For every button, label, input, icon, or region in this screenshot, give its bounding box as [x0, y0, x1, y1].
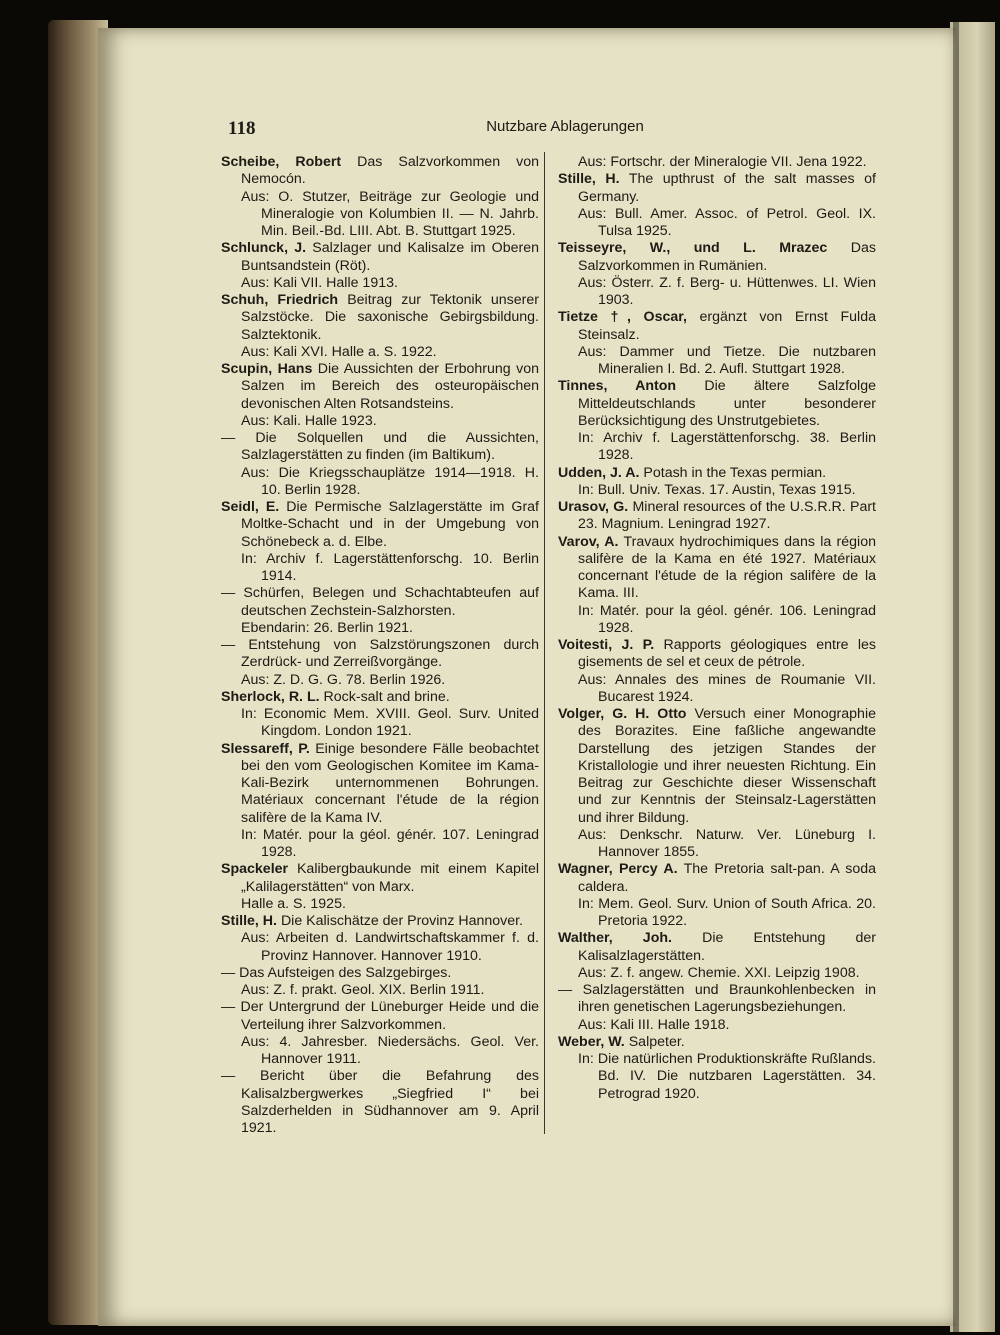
bibliography-entry — [558, 637, 876, 672]
author-name: Voitesti, J. P. — [558, 637, 655, 653]
entry-text: Mineral resources of the U.S.R.R. Part 23. Magnium. Leningrad 1927. — [578, 499, 877, 533]
citation-source — [558, 482, 876, 499]
entry-text: Aus: Arbeiten d. Landwirtschaftskammer f. d. Provinz Hannover. Hannover 1910. — [241, 930, 539, 964]
entry-text: — Salzlagerstätten und Braunkohlenbecken in ihren genetischen Lagerungsbeziehungen. — [558, 982, 876, 1016]
bibliography-entry — [221, 913, 539, 930]
author-name: Tinnes, Anton — [558, 378, 677, 395]
entry-text: In: Archiv f. Lagerstättenforschg. 10. Berlin 1914. — [241, 550, 539, 584]
citation-source — [558, 206, 876, 241]
bibliography-entry — [558, 240, 876, 275]
entry-text: The upthrust of the salt masses of Germany. — [578, 171, 876, 205]
entry-text: Aus: Kali VII. Halle 1913. — [241, 274, 398, 291]
entry-text: In: Economic Mem. XVIII. Geol. Surv. United Kingdom. London 1921. — [241, 706, 539, 740]
right-column — [558, 154, 876, 1103]
entry-text: Aus: Österr. Z. f. Berg- u. Hüttenwes. LI. Wien 1903. — [578, 274, 876, 308]
entry-text: — Entstehung von Salzstörungszonen durch Zerdrück- und Zerreißvorgänge. — [221, 637, 539, 671]
citation-source — [221, 896, 539, 913]
bibliography-entry — [221, 240, 539, 275]
citation-source — [221, 189, 539, 241]
entry-text: — Die Solquellen und die Aussichten, Salzlagerstätten zu finden (im Baltikum). — [221, 430, 539, 464]
citation-source — [221, 672, 539, 689]
author-name: Udden, J. A. — [558, 464, 640, 481]
entry-text: Aus: Die Kriegsschauplätze 1914—1918. H. 10. Berlin 1928. — [241, 464, 539, 498]
entry-text: — Schürfen, Belegen und Schachtabteufen auf deutschen Zechstein-Salzhorsten. — [221, 585, 539, 619]
citation-source — [221, 465, 539, 500]
bibliography-entry — [221, 689, 539, 706]
bibliography-entry — [221, 965, 539, 982]
entry-text: Einige besondere Fälle beobachtet bei den vom Geologischen Komitee im Kama-Kali-Bezirk unternommenen Bohrungen. Matériaux concernant l'étude de la région salifère de la Kama IV. — [241, 740, 539, 826]
bibliography-entry — [558, 930, 876, 965]
entry-text: Aus: Fortschr. der Mineralogie VII. Jena 1922. — [578, 154, 867, 170]
author-name: Varov, A. — [558, 533, 619, 550]
author-name: Walther, Joh. — [558, 930, 672, 947]
bibliography-entry — [221, 999, 539, 1034]
entry-text: Aus: Kali III. Halle 1918. — [578, 1016, 730, 1033]
citation-source — [558, 1051, 876, 1103]
entry-text: Beitrag zur Tektonik unserer Salzstöcke. Die saxonische Gebirgsbildung. Salztektonik. — [241, 292, 539, 343]
author-name: Slessareff, P. — [221, 740, 310, 757]
citation-source — [558, 1017, 876, 1034]
entry-text: Aus: 4. Jahresber. Niedersächs. Geol. Ver. Hannover 1911. — [241, 1033, 539, 1067]
bibliography-entry — [221, 154, 539, 189]
bibliography-entry — [221, 292, 539, 344]
entry-text: Rock-salt and brine. — [323, 688, 450, 705]
entry-text: Halle a. S. 1925. — [241, 895, 346, 912]
entry-text: Salzlager und Kalisalze im Oberen Buntsandstein (Röt). — [241, 240, 539, 274]
citation-source — [558, 827, 876, 862]
bibliography-entry — [558, 1034, 876, 1051]
citation-source — [558, 896, 876, 931]
citation-source — [221, 982, 539, 999]
citation-source — [558, 430, 876, 465]
author-name: Schlunck, J. — [221, 240, 307, 257]
entry-text: Salpeter. — [628, 1033, 685, 1050]
entry-text: Kalibergbaukunde mit einem Kapitel „Kalilagerstätten“ von Marx. — [241, 861, 540, 895]
citation-source — [221, 275, 539, 292]
entry-text: Die Aussichten der Erbohrung von Salzen im Bereich des osteuropäischen devonischen Alten Rotsandsteins. — [241, 361, 539, 412]
bibliography-entry — [558, 465, 876, 482]
bibliography-entry — [558, 171, 876, 206]
author-name: Urasov, G. — [558, 499, 629, 515]
citation-source — [558, 672, 876, 707]
entry-text: — Das Aufsteigen des Salzgebirges. — [221, 964, 452, 981]
entry-text: Ebendarin: 26. Berlin 1921. — [241, 619, 413, 636]
entry-text: Versuch einer Monographie des Borazites. Eine faßliche angewandte Darstellung des jetzigen Standes der Kristallologie und ihrer neuesten Richtung. Ein Beitrag zur Geschichte dieser Wissenschaft und zur Kenntnis der Steinsalz-Lagerstätten und ihrer Bildung. — [578, 706, 876, 826]
citation-source — [221, 551, 539, 586]
citation-source — [221, 706, 539, 741]
page-number: 118 — [228, 118, 256, 139]
author-name: Weber, W. — [558, 1033, 625, 1050]
entry-text: Aus: Kali. Halle 1923. — [241, 412, 377, 429]
bibliography-entry — [558, 378, 876, 430]
bibliography-entry — [558, 534, 876, 603]
entry-text: In: Die natürlichen Produktionskräfte Rußlands. Bd. IV. Die nutzbaren Lagerstätten. 34. Petrograd 1920. — [578, 1051, 876, 1102]
entry-text: Das Salzvorkommen in Rumänien. — [578, 240, 876, 274]
citation-source — [558, 344, 876, 379]
entry-text: In: Bull. Univ. Texas. 17. Austin, Texas 1915. — [578, 481, 856, 498]
entry-text: Rapports géologiques entre les gisements de sel et ceux de pétrole. — [578, 637, 877, 671]
entry-text: In: Matér. pour la géol. génér. 107. Leningrad 1928. — [241, 826, 539, 860]
bibliography-entry — [221, 430, 539, 465]
entry-text: — Der Untergrund der Lüneburger Heide und die Verteilung ihrer Salzvorkommen. — [221, 999, 539, 1033]
page-gutter — [953, 22, 959, 1332]
entry-text: Travaux hydrochimiques dans la région salifère de la Kama en été 1927. Matériaux concernant l'étude de la région salifère de la Kama. III. — [578, 533, 876, 602]
bibliography-entry — [221, 499, 539, 551]
bibliography-entry — [221, 861, 539, 896]
citation-source — [221, 827, 539, 862]
bibliography-entry — [221, 1068, 539, 1137]
citation-source — [558, 275, 876, 310]
bibliography-entry — [558, 309, 876, 344]
entry-text: Potash in the Texas permian. — [643, 464, 827, 481]
citation-source — [558, 603, 876, 638]
author-name: Sherlock, R. L. — [221, 688, 320, 705]
entry-text: Das Salzvorkommen von Nemocón. — [241, 154, 539, 188]
column-divider — [544, 152, 545, 1134]
entry-text: In: Matér. pour la géol. génér. 106. Leningrad 1928. — [578, 602, 876, 636]
entry-text: The Pretoria salt-pan. A soda caldera. — [578, 861, 877, 895]
author-name: Wagner, Percy A. — [558, 861, 678, 878]
entry-text: Aus: Bull. Amer. Assoc. of Petrol. Geol. IX. Tulsa 1925. — [578, 205, 876, 239]
author-name: Schuh, Friedrich — [221, 292, 339, 308]
citation-source — [221, 413, 539, 430]
author-name: Teisseyre, W., und L. Mrazec — [558, 240, 828, 257]
entry-text: Aus: Dammer und Tietze. Die nutzbaren Mineralien I. Bd. 2. Aufl. Stuttgart 1928. — [578, 343, 876, 377]
left-column — [221, 154, 539, 1137]
author-name: Stille, H. — [221, 913, 277, 929]
entry-text: In: Archiv f. Lagerstättenforschg. 38. Berlin 1928. — [578, 430, 876, 464]
bibliography-entry — [221, 741, 539, 827]
bibliography-entry — [221, 637, 539, 672]
entry-text: ergänzt von Ernst Fulda Steinsalz. — [578, 309, 876, 343]
citation-source — [558, 965, 876, 982]
entry-text: Aus: Z. f. prakt. Geol. XIX. Berlin 1911. — [241, 982, 485, 998]
entry-text: Aus: Denkschr. Naturw. Ver. Lüneburg I. Hannover 1855. — [578, 826, 876, 860]
entry-text: Aus: O. Stutzer, Beiträge zur Geologie und Mineralogie von Kolumbien II. — N. Jahrb. Min. Beil.-Bd. LIII. Abt. B. Stuttgart 1925. — [241, 188, 539, 239]
bibliography-entry — [558, 706, 876, 827]
author-name: Stille, H. — [558, 171, 620, 188]
author-name: Seidl, E. — [221, 499, 280, 515]
bibliography-entry — [221, 361, 539, 413]
running-title: Nutzbare Ablagerungen — [486, 118, 644, 135]
author-name: Volger, G. H. Otto — [558, 706, 687, 722]
entry-text: — Bericht über die Befahrung des Kalisalzbergwerkes „Siegfried I“ bei Salzderhelden in Südhannover am 9. April 1921. — [221, 1068, 539, 1136]
bibliography-entry — [558, 861, 876, 896]
author-name: Scupin, Hans — [221, 361, 313, 377]
entry-text: Aus: Z. D. G. G. 78. Berlin 1926. — [241, 671, 446, 688]
citation-source — [221, 1034, 539, 1069]
entry-text: Aus: Kali XVI. Halle a. S. 1922. — [241, 343, 437, 360]
author-name: Tietze †, Oscar, — [558, 309, 687, 326]
citation-source — [558, 154, 876, 171]
citation-source — [221, 344, 539, 361]
entry-text: In: Mem. Geol. Surv. Union of South Africa. 20. Pretoria 1922. — [578, 895, 876, 929]
citation-source — [221, 930, 539, 965]
bibliography-entry — [558, 982, 876, 1017]
entry-text: Die Kalischätze der Provinz Hannover. — [280, 913, 524, 929]
bibliography-entry — [558, 499, 876, 534]
entry-text: Die Permische Salzlagerstätte im Graf Moltke-Schacht und in der Umgebung von Schönebeck a. d. Elbe. — [241, 499, 540, 550]
citation-source — [221, 620, 539, 637]
entry-text: Die Entstehung der Kalisalzlagerstätten. — [578, 930, 876, 964]
bibliography-entry — [221, 585, 539, 620]
entry-text: Die ältere Salzfolge Mitteldeutschlands unter besonderer Berücksichtigung des Unstrutgebietes. — [578, 378, 876, 429]
author-name: Scheibe, Robert — [221, 154, 342, 170]
entry-text: Aus: Z. f. angew. Chemie. XXI. Leipzig 1908. — [578, 964, 860, 981]
entry-text: Aus: Annales des mines de Roumanie VII. Bucarest 1924. — [578, 671, 876, 705]
author-name: Spackeler — [221, 861, 289, 878]
